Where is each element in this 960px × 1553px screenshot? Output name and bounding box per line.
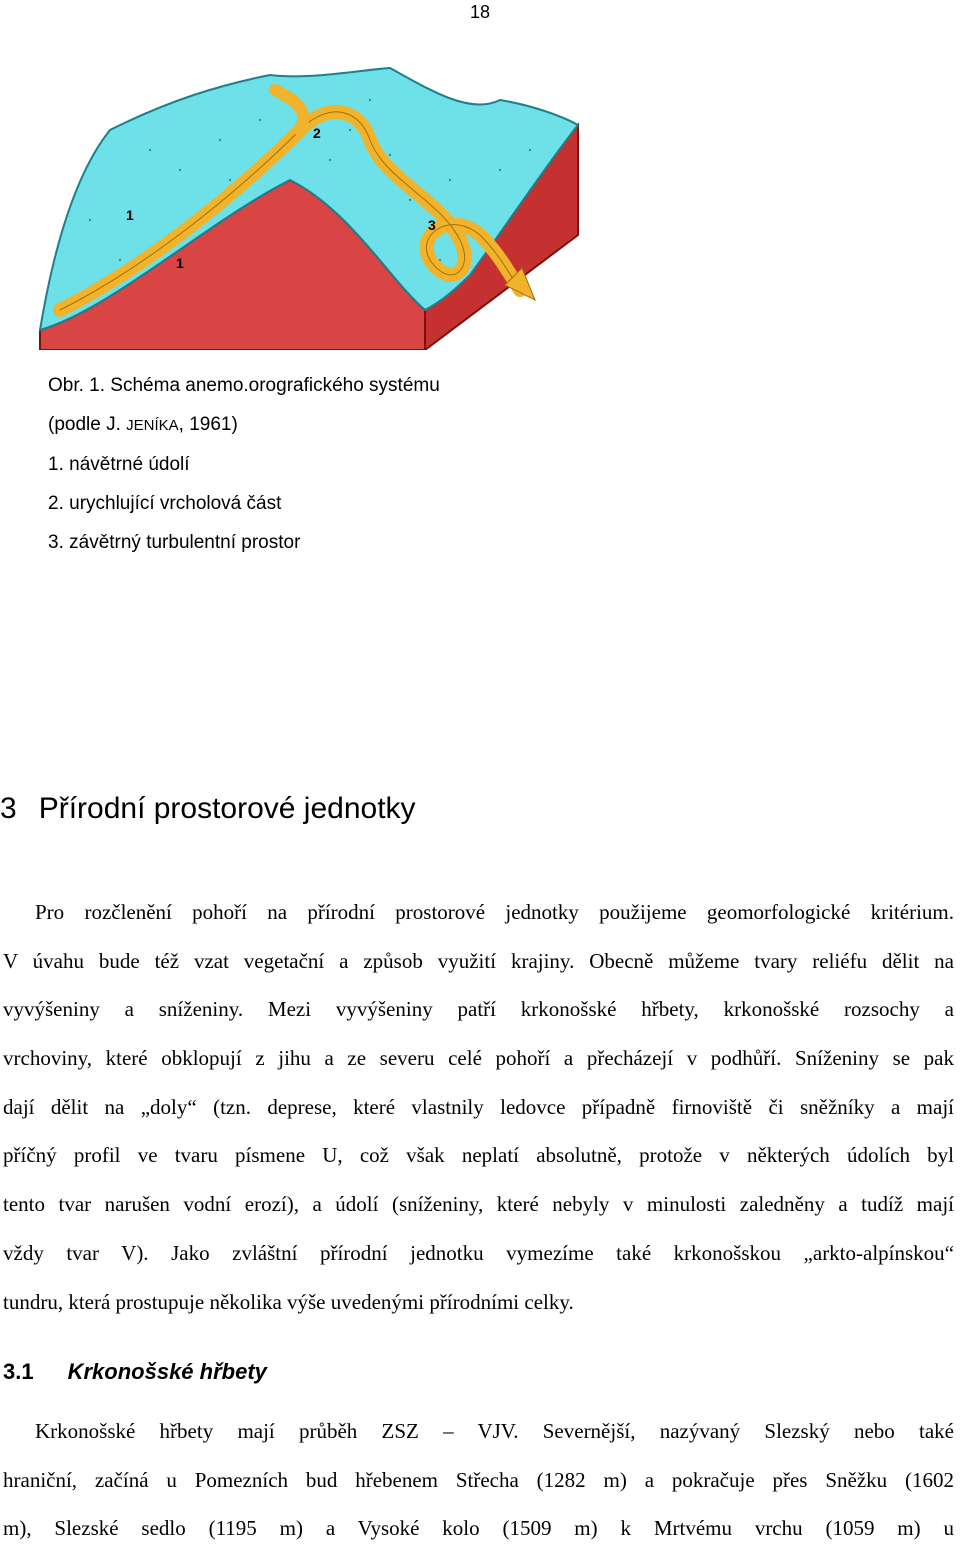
paragraph-line: Pro rozčlenění pohoří na přírodní prostorové jednotky použijeme geomorfologické kritérium. (35, 900, 954, 924)
paragraph-2 (3, 1407, 954, 1553)
paragraph-line: příčný profil ve tvaru písmene U, což však neplatí absolutně, protože v některých údolích byl (3, 1143, 954, 1168)
paragraph-line: hraniční, začíná u Pomezních bud hřebenem Střecha (1282 m) a pokračuje přes Sněžku (1602 (3, 1467, 954, 1492)
paragraph-line: tento tvar narušen vodní erozí), a údolí (sníženiny, které nebyly v minulosti zaledněny a tudíž mají (3, 1192, 954, 1217)
caption-line: Obr. 1. Schéma anemo.orografického systému (48, 375, 440, 396)
paragraph-line: vyvýšeniny a sníženiny. Mezi vyvýšeniny patří krkonošské hřbety, krkonošské rozsochy a (3, 997, 954, 1022)
figure-caption (48, 366, 440, 562)
paragraph-line: dají dělit na „doly“ (tzn. deprese, které vlastnily ledovce případně firnoviště či sněžníky a mají (3, 1094, 954, 1119)
figure-label-1a: 1 (126, 207, 134, 223)
caption-item-3: 3. závětrný turbulentní prostor (48, 532, 301, 553)
caption-item-1: 1. návětrné údolí (48, 454, 190, 475)
paragraph-line: tundru, která prostupuje několika výše uvedenými přírodními celky. (3, 1289, 574, 1314)
section-title: Přírodní prostorové jednotky (38, 792, 416, 825)
paragraph-line: m), Slezské sedlo (1195 m) a Vysoké kolo (1509 m) k Mrtvému vrchu (1059 m) u (3, 1516, 954, 1541)
subsection-title: Krkonošské hřbety (67, 1359, 267, 1384)
caption-item-2: 2. urychlující vrcholová část (48, 493, 282, 514)
paragraph-line: vrchoviny, které obklopují z jihu a ze severu celé pohoří a přecházejí v podhůří. Sníženiny se pak (3, 1046, 954, 1071)
caption-author: JENÍKA (126, 417, 179, 434)
paragraph-line: vždy tvar V). Jako zvláštní přírodní jednotku vymezíme také krkonošskou „arkto-alpínskou“ (3, 1240, 954, 1265)
caption-source: (podle J. JENÍKA, 1961) (48, 414, 238, 435)
anemo-orographic-diagram (30, 60, 590, 350)
figure-label-2: 2 (313, 125, 321, 141)
section-heading (0, 792, 416, 826)
paragraph-1 (3, 888, 954, 1326)
section-number: 3 (0, 792, 17, 825)
figure-label-3: 3 (428, 217, 436, 233)
paragraph-line: Krkonošské hřbety mají průběh ZSZ – VJV. Severnější, nazývaný Slezský nebo také (35, 1419, 954, 1443)
subsection-heading (3, 1359, 267, 1385)
subsection-number: 3.1 (3, 1359, 34, 1384)
page-number: 18 (469, 2, 491, 22)
figure-label-1b: 1 (176, 255, 184, 271)
paragraph-line: V úvahu bude též vzat vegetační a způsob využití krajiny. Obecně můžeme tvary reliéfu dělit na (3, 948, 954, 973)
